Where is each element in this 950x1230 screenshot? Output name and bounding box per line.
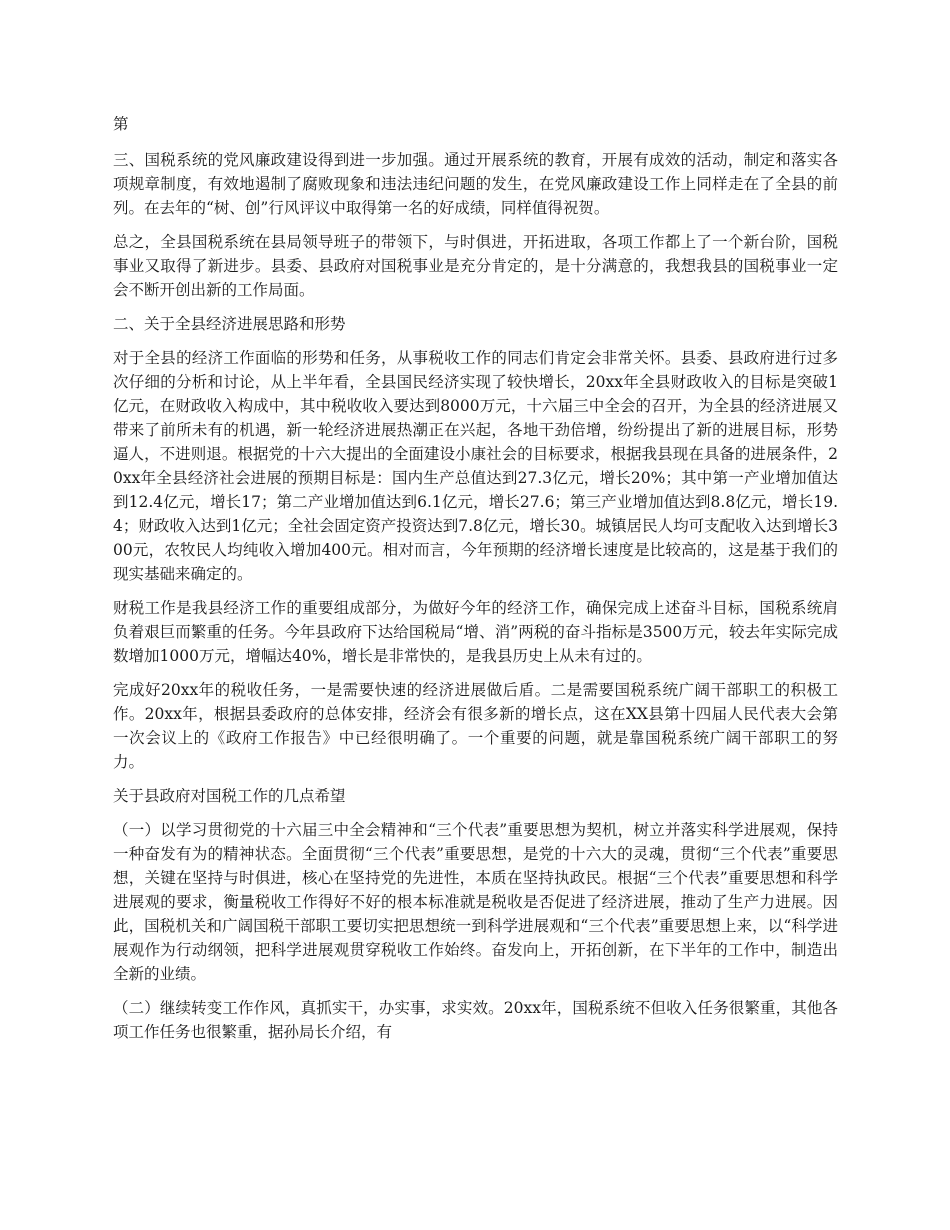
- section-heading-hopes: 关于县政府对国税工作的几点希望: [113, 787, 346, 805]
- paragraph-completion: 完成好20xx年的税收任务，一是需要快速的经济进展做后盾。二是需要国税系统广阔干部职工的积极工作。20xx年，根据县委政府的总体安排，经济会有很多新的增长点，这在XX县第十四届人民代表大会第一次会议上的《政府工作报告》中已经很明确了。一个重要的问题，就是靠国税系统广阔干部职工的努力。: [113, 681, 838, 771]
- page-fragment-heading: 第: [113, 115, 129, 133]
- paragraph-hope-two: （二）继续转变工作作风，真抓实干，办实事，求实效。20xx年，国税系统不但收入任务很繁重，其他各项工作任务也很繁重，据孙局长介绍，有: [113, 999, 838, 1041]
- paragraph-summary: 总之，全县国税系统在县局领导班子的带领下，与时俱进，开拓进取，各项工作都上了一个新台阶，国税事业又取得了新进步。县委、县政府对国税事业是充分肯定的，是十分满意的，我想我县的国税事业一定会不断开创出新的工作局面。: [113, 233, 838, 299]
- paragraph-hope-one: （一）以学习贯彻党的十六届三中全会精神和“三个代表”重要思想为契机，树立并落实科学进展观，保持一种奋发有为的精神状态。全面贯彻“三个代表”重要思想，是党的十六大的灵魂，贯彻“三个代表”重要思想，关键在坚持与时俱进，核心在坚持党的先进性，本质在坚持执政民。根据“三个代表”重要思想和科学进展观的要求，衡量税收工作得好不好的根本标准就是税收是否促进了经济进展，推动了生产力进展。因此，国税机关和广阔国税干部职工要切实把思想统一到科学进展观和“三个代表”重要思想上来，以“科学进展观作为行动纲领，把科学进展观贯穿税收工作始终。奋发向上，开拓创新，在下半年的工作中，制造出全新的业绩。: [113, 821, 838, 983]
- section-heading-economy: 二、关于全县经济进展思路和形势: [113, 315, 346, 333]
- paragraph-tax-task: 财税工作是我县经济工作的重要组成部分，为做好今年的经济工作，确保完成上述奋斗目标，国税系统肩负着艰巨而繁重的任务。今年县政府下达给国税局“增、消”两税的奋斗指标是3500万元，较去年实际完成数增加1000万元，增幅达40%，增长是非常快的，是我县历史上从未有过的。: [113, 599, 838, 665]
- paragraph-economic-situation: 对于全县的经济工作面临的形势和任务，从事税收工作的同志们肯定会非常关怀。县委、县政府进行过多次仔细的分析和讨论，从上半年看，全县国民经济实现了较快增长，20xx年全县财政收入的目标是突破1亿元，在财政收入构成中，其中税收收入要达到8000万元，十六届三中全会的召开，为全县的经济进展又带来了前所未有的机遇，新一轮经济进展热潮正在兴起，各地干劲倍增，纷纷提出了新的进展目标，形势逼人，不进则退。根据党的十六大提出的全面建设小康社会的目标要求，根据我县现在具备的进展条件，20xx年全县经济社会进展的预期目标是：国内生产总值达到27.3亿元，增长20%；其中第一产业增加值达到12.4亿元，增长17；第二产业增加值达到6.1亿元，增长27.6；第三产业增加值达到8.8亿元，增长19.4；财政收入达到1亿元；全社会固定资产投资达到7.8亿元，增长30。城镇居民人均可支配收入达到增长300元，农牧民人均纯收入增加400元。相对而言，今年预期的经济增长速度是比较高的，这是基于我们的现实基础来确定的。: [113, 349, 838, 583]
- document-body: [113, 112, 838, 1054]
- paragraph-party-conduct: 三、国税系统的党风廉政建设得到进一步加强。通过开展系统的教育，开展有成效的活动，制定和落实各项规章制度，有效地遏制了腐败现象和违法违纪问题的发生，在党风廉政建设工作上同样走在了全县的前列。在去年的“树、创”行风评议中取得第一名的好成绩，同样值得祝贺。: [113, 151, 838, 217]
